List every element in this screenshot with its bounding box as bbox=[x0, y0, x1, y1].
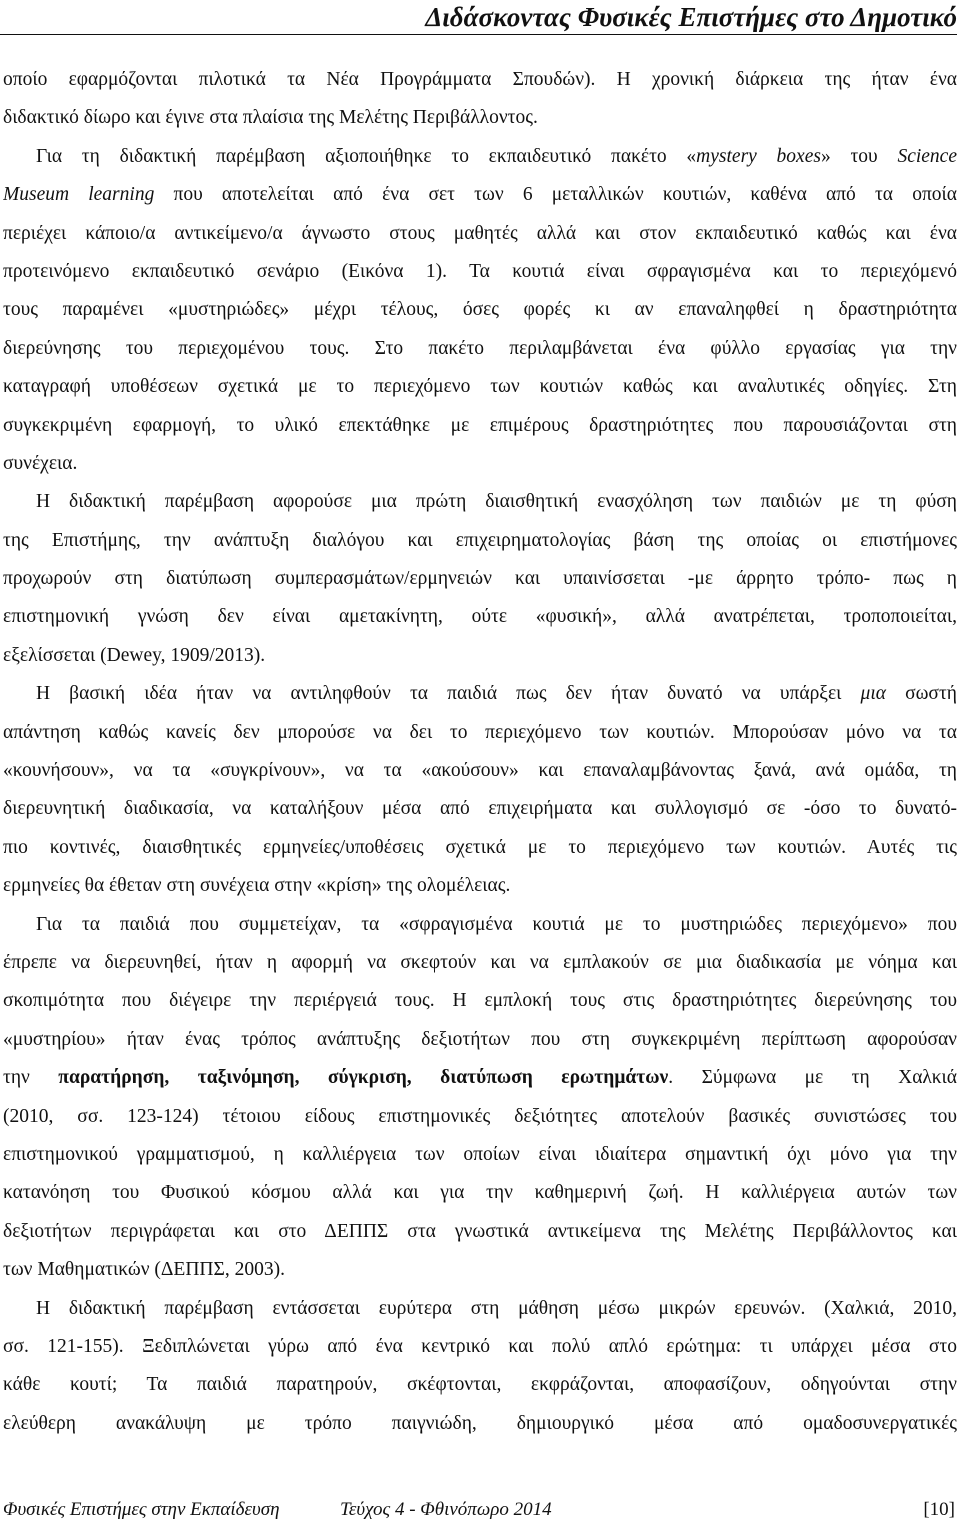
text-segment: την bbox=[3, 1067, 59, 1089]
text-segment: Για τη διδακτική παρέμβαση αξιοποιήθηκε το εκπαιδευτικό πακέτο « bbox=[36, 145, 697, 167]
text-line: πιο κοντινές, διαισθητικές ερμηνείες/υποθέσεις σχετικά με το περιεχόμενο των κουτιών. Αυτές τις bbox=[3, 836, 957, 858]
italic-text: mystery boxes bbox=[696, 145, 821, 167]
text-line: διδακτικό δίωρο και έγινε στα πλαίσια της Μελέτης Περιβάλλοντος. bbox=[3, 107, 538, 129]
text-line: συγκεκριμένη εφαρμογή, το υλικό επεκτάθηκε με επιμέρους δραστηριότητες που παρουσιάζονται στη bbox=[3, 414, 957, 436]
text-line: «κουνήσουν», να τα «συγκρίνουν», να τα «ακούσουν» και επαναλαμβάνοντας ξανά, ανά ομάδα, τη bbox=[3, 760, 957, 782]
article-body bbox=[3, 61, 957, 1443]
text-line: απάντηση καθώς κανείς δεν μπορούσε να δει το περιεχόμενο των κουτιών. Μπορούσαν μόνο να τα bbox=[3, 721, 957, 743]
text-line: περιέχει κάποιο/α αντικείμενο/α άγνωστο στους μαθητές αλλά και στον εκπαιδευτικό καθώς και ένα bbox=[3, 222, 957, 244]
text-line: της Επιστήμης, την ανάπτυξη διαλόγου και επιχειρηματολογίας βάση της οποίας οι επιστήμονες bbox=[3, 529, 957, 551]
text-line: επιστημονικού γραμματισμού, η καλλιέργεια των οποίων είναι ιδιαίτερα σημαντική όχι μόνο για την bbox=[3, 1143, 957, 1165]
paragraph bbox=[3, 1290, 957, 1444]
text-line bbox=[3, 176, 957, 214]
text-segment: » του bbox=[820, 145, 898, 167]
text-line: ερμηνείες θα έθεταν στη συνέχεια στην «κρίση» της ολομέλειας. bbox=[3, 875, 511, 897]
text-line: κάθε κουτί; Τα παιδιά παρατηρούν, σκέφτονται, εκφράζονται, αποφασίζουν, οδηγούνται στην bbox=[3, 1374, 957, 1396]
text-segment: Η βασική ιδέα ήταν να αντιληφθούν τα παιδιά πως δεν ήταν δυνατό να υπάρξει bbox=[36, 683, 861, 705]
text-segment: σωστή bbox=[885, 683, 957, 705]
text-line: εξελίσσεται (Dewey, 1909/2013). bbox=[3, 644, 266, 666]
text-line: Η διδακτική παρέμβαση εντάσσεται ευρύτερα στη μάθηση μέσω μικρών ερευνών. (Χαλκιά, 2010, bbox=[36, 1297, 957, 1319]
paragraph bbox=[3, 675, 957, 905]
text-line: διερευνητική διαδικασία, να καταλήξουν μέσα από επιχειρήματα και συλλογισμό σε -όσο το δυνατό- bbox=[3, 798, 957, 820]
footer-issue: Τεύχος 4 - Φθινόπωρο 2014 bbox=[340, 1499, 552, 1520]
text-line bbox=[3, 1059, 957, 1097]
paragraph bbox=[3, 138, 957, 484]
paragraph bbox=[3, 61, 957, 138]
text-line: Η διδακτική παρέμβαση αφορούσε μια πρώτη διαισθητική ενασχόληση των παιδιών με τη φύση bbox=[36, 491, 957, 513]
text-segment: . Σύμφωνα με τη Χαλκιά bbox=[668, 1067, 957, 1089]
text-line: επιστημονική γνώση δεν είναι αμετακίνητη, ούτε «φυσική», αλλά ανατρέπεται, τροποποιείται, bbox=[3, 606, 957, 628]
text-line: προχωρούν στη διατύπωση συμπερασμάτων/ερμηνειών και υπαινίσσεται -με άρρητο τρόπο- πως η bbox=[3, 568, 957, 590]
footer-journal-name: Φυσικές Επιστήμες στην Εκπαίδευση bbox=[3, 1499, 280, 1520]
text-line: προτεινόμενο εκπαιδευτικό σενάριο (Εικόνα 1). Τα κουτιά είναι σφραγισμένα και το περιεχόμενό bbox=[3, 260, 957, 282]
page-footer bbox=[0, 1497, 960, 1523]
paragraph bbox=[3, 483, 957, 675]
text-line: «μυστηρίου» ήταν ένας τρόπος ανάπτυξης δεξιοτήτων που στη συγκεκριμένη περίπτωση αφορούσαν bbox=[3, 1028, 957, 1050]
text-line: κατανόηση του Φυσικού κόσμου αλλά και για την καθημερινή ζωή. Η καλλιέργεια αυτών των bbox=[3, 1182, 957, 1204]
text-line: συνέχεια. bbox=[3, 452, 78, 474]
text-line: (2010, σσ. 123-124) τέτοιου είδους επιστημονικές δεξιότητες αποτελούν βασικές συνιστώσες του bbox=[3, 1105, 957, 1127]
text-line: ελεύθερη ανακάλυψη με τρόπο παιγνιώδη, δημιουργικό μέσα από ομαδοσυνεργατικές bbox=[3, 1412, 957, 1434]
text-line: σκοπιμότητα που διέγειρε την περιέργειά τους. Η εμπλοκή τους στις δραστηριότητες διερεύνησης του bbox=[3, 990, 957, 1012]
footer-page-number: [10] bbox=[923, 1499, 955, 1520]
text-line: τους παραμένει «μυστηριώδες» μέχρι τέλους, όσες φορές κι αν επαναληφθεί η δραστηριότητα bbox=[3, 299, 957, 321]
text-line bbox=[3, 138, 957, 176]
bold-text: παρατήρηση, ταξινόμηση, σύγκριση, διατύπωση ερωτημάτων bbox=[58, 1067, 669, 1089]
text-line: Για τα παιδιά που συμμετείχαν, τα «σφραγισμένα κουτιά με το μυστηριώδες περιεχόμενο» που bbox=[36, 913, 957, 935]
text-segment: που αποτελείται από ένα σετ των 6 μεταλλικών κουτιών, καθένα από τα οποία bbox=[154, 184, 957, 206]
text-line: οποίο εφαρμόζονται πιλοτικά τα Νέα Προγράμματα Σπουδών). Η χρονική διάρκεια της ήταν ένα bbox=[3, 69, 957, 90]
running-header-title: Διδάσκοντας Φυσικές Επιστήμες στο Δημοτικό bbox=[425, 2, 957, 32]
italic-text: Science bbox=[897, 145, 957, 167]
text-line bbox=[3, 675, 957, 713]
text-line: δεξιοτήτων περιγράφεται και στο ΔΕΠΠΣ στα γνωστικά αντικείμενα της Μελέτης Περιβάλλοντος και bbox=[3, 1220, 957, 1242]
text-line: καταγραφή υποθέσεων σχετικά με το περιεχόμενο των κουτιών καθώς και αναλυτικές οδηγίες. Στη bbox=[3, 376, 957, 398]
italic-text: μια bbox=[860, 683, 886, 705]
text-line: σσ. 121-155). Ξεδιπλώνεται γύρω από ένα κεντρικό και πολύ απλό ερώτημα: τι υπάρχει μέσα στο bbox=[3, 1335, 957, 1357]
italic-text: Museum learning bbox=[3, 184, 155, 206]
paragraph bbox=[3, 906, 957, 1290]
running-header bbox=[0, 0, 957, 35]
text-line: έπρεπε να διερευνηθεί, ήταν η αφορμή να σκεφτούν και να εμπλακούν σε μια διαδικασία με νόημα και bbox=[3, 951, 957, 973]
text-line: διερεύνησης του περιεχομένου τους. Στο πακέτο περιλαμβάνεται ένα φύλλο εργασίας για την bbox=[3, 337, 957, 359]
text-line: των Μαθηματικών (ΔΕΠΠΣ, 2003). bbox=[3, 1259, 285, 1281]
